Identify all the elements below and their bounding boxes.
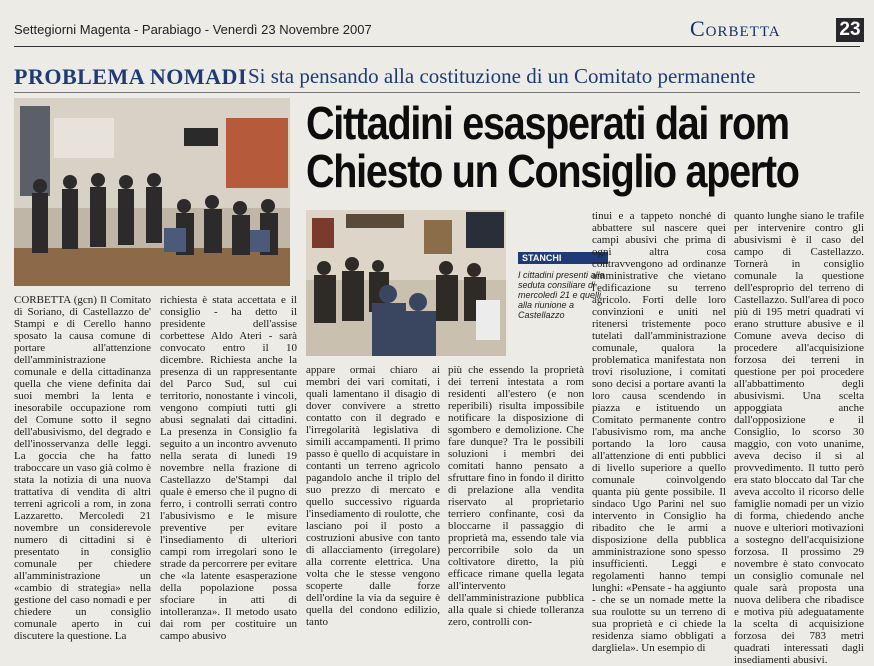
masthead: Settegiorni Magenta - Parabiago - Venerdì 23 Novembre 2007 (14, 22, 372, 37)
headline-line-1: Cittadini esasperati dai rom (306, 97, 789, 149)
caption-text: I cittadini presenti alla seduta consiliare di mercoledì 21 e quelli alla riunione a Castellazzo (518, 270, 605, 320)
page-number: 23 (836, 18, 864, 42)
headline-line-2: Chiesto un Consiglio aperto (306, 145, 799, 197)
article-column-4: più che essendo la proprietà dei terreni intestata a rom residenti all'estero (e non reperibili) risulta impossibile notificare la disposizione di sgombero e demolizione. Che fare dunque? Tra le possibili soluzioni i membri dei comitati hanno pensato a sfruttare fino in fondo il diritto di prelazione alla vendita riservato al proprietario terriero confinante, così da bloccarne il passaggio di proprietà ma, essendo tale via percorribile solo da un coltivatore diretto, la più efficace rimane quella legata all'intervento dell'amministrazione pubblica alla quale si chiede tolleranza zero, controlli con- (448, 364, 584, 628)
article-column-2: richiesta è stata accettata e il consiglio - ha detto il presidente dell'assise corbettese Aldo Ateri - sarà convocato entro il 10 dicembre. Richiesta anche la presenza di un rappresentante del Parco Sud, sul cui territorio, nonostante i vincoli, vengono compiuti tutti gli abusi segnalati dai cittadini. La presenza in Consiglio fa seguito a un incontro avvenuto nella serata di lunedì 19 novembre nella frazione di Castellazzo de'Stampi dal quale è emerso che il pugno di ferro, i controlli serrati contro l'abusivismo e le misure preventive per evitare l'insediamento di ulteriori campi rom irregolari sono le strade da percorrere per evitare che «la latente esasperazione della popolazione possa sfociare in atti di intolleranza». Il metodo usato dai rom per costituire un campo abusivo (160, 294, 297, 642)
kicker-rule (14, 92, 860, 93)
council-meeting-photo (14, 98, 290, 286)
article-column-6: quanto lunghe siano le trafile per intervenire contro gli abusivismi è il caso del campo di Castellazzo. Tornerà in consiglio comunale la questione dell'esproprio del terreno di Castellazzo. Sull'area di poco più di 195 metri quadrati vi erano strutture abusive e il Comune aveva deciso di procedere all'acquisizione forzosa dei terreni in questione per poi procedere all'abbattimento degli abusivismi. Una scelta appoggiata anche dall'opposizione e il Consiglio, lo scorso 30 maggio, con voto unanime, aveva deciso il sì al provvedimento. Il tutto però era stato bloccato dal Tar che aveva accolto il ricorso delle famiglie nomadi per un vizio di forma, chiedendo anche nuove e ulteriori motivazioni a sostegno dell'acquisizione forzosa. Il prossimo 29 novembre è stato convocato un consiglio comunale nel quale sarà proposta una nuova delibera che ribadisce e motiva più adeguatamente la scelta di acquisizione forzosa dei 783 metri quadrati interessati dagli insediamenti abusivi. (734, 210, 864, 666)
top-rule (14, 46, 860, 47)
article-subtitle: Si sta pensando alla costituzione di un Comitato permanente (248, 64, 756, 88)
article-kicker: PROBLEMA NOMADI (14, 64, 247, 89)
article-column-1: CORBETTA (gcn) Il Comitato di Soriano, di Castellazzo de' Stampi e di Cerello hanno sposato la causa comune di portare all'attenzione dell'amministrazione comunale e della cittadinanza quella che viene definita dai suoi membri la lenta e inesorabile occupazione rom del Comune sotto il segno dell'abusivismo, del degrado e dell'inosservanza delle leggi. La goccia che ha fatto traboccare un vaso già colmo è stata la notizia di una nuova trattativa di vendita di altri terreni agricoli a rom, in zona Lazzaretto. Mercoledì 21 novembre un considerevole numero di cittadini si è presentato in consiglio comunale per chiedere all'amministrazione un «cambio di strategia» nella gestione del caso nomadi e per chiedere un consiglio comunale aperto in cui discutere la questione. La (14, 294, 151, 642)
article-column-3: appare ormai chiaro ai membri dei vari comitati, i quali lamentano il disagio di dover convivere a stretto contatto con il degrado e l'irregolarità legislativa di simili accampamenti. Il primo passo è quello di acquistare in contanti un terreno agricolo pagandolo anche il triplo del suo prezzo di mercato e quello successivo riguarda l'insediamento di roulotte, che lasciano poi il posto a costruzioni abusive con tanto di allacciamento (irregolare) alla corrente elettrica. Una volta che le stesse vengono scoperte dalle forze dell'ordine la via da seguire è quella del condono edilizio, tanto (306, 364, 440, 628)
section-name: Corbetta (690, 16, 781, 41)
castellazzo-meeting-photo (306, 210, 506, 356)
article-column-5: tinui e a tappeto nonché di abbattere sul nascere quei campi abusivi che prima di ogni altra cosa contravvengono ad ordinanze amministrative che vietano l'edificazione su terreno agricolo. Forti delle loro convinzioni e uniti nel ritenersi tristemente poco tutelati dall'amministrazione comunale, qualora la problematica manifestata non trovi risoluzione, i comitati sono decisi a portare avanti la loro causa scendendo in piazza e istituendo un Comitato permanente contro l'abusivismo rom, ma anche portando la loro causa all'attenzione di enti pubblici di livello superiore a quello comunale coinvolgendo quanta più gente possibile. Il sindaco Ugo Parini nel suo intervento in Consiglio ha ribadito che le armi a disposizione della pubblica amministrazione sono spesso insufficienti. Leggi e regolamenti hanno tempi lunghi: «Pensate - ha aggiunto - che se un nomade mette la sua roulotte su un terreno di sua proprietà e ci chiede la residenza siamo obbligati a dargliela». Un esempio di (592, 210, 726, 654)
caption-tag: STANCHI (518, 252, 608, 264)
